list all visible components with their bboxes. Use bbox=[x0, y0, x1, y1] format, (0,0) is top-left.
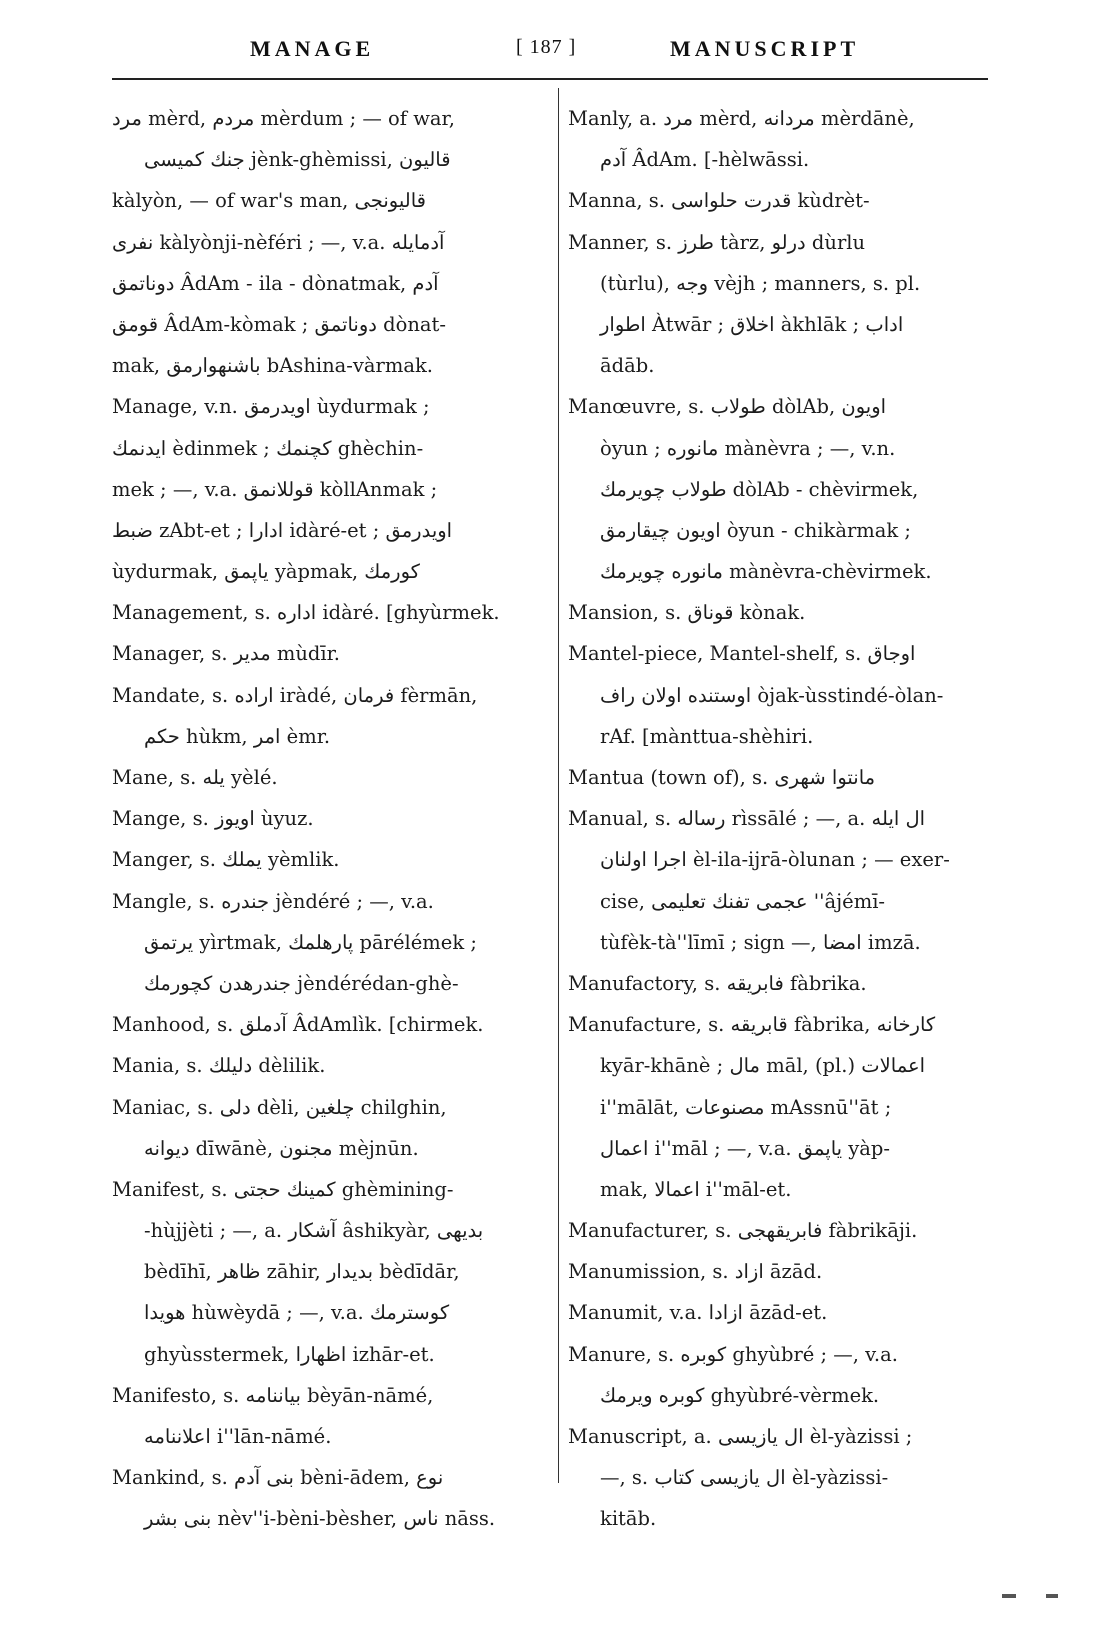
entry-line: ādāb. bbox=[600, 354, 655, 378]
entry-line: آدم ÂdAm. [-hèlwāssi. bbox=[600, 148, 810, 172]
entry-line: ايدنمك èdinmek ; كچنمك ghèchin- bbox=[112, 436, 424, 460]
entry-line: اطوار Àtwār ; اخلاق àkhlāk ; اداب bbox=[600, 312, 904, 336]
entry-line: اوستنده اولان راف òjak-ùsstindé-òlan- bbox=[600, 683, 944, 707]
entry-headword-line: Mansion, s. قوناق kònak. bbox=[568, 601, 806, 625]
entry-headword-line: Mangle, s. جندره jèndéré ; —, v.a. bbox=[112, 889, 434, 913]
entry-line: اجرا اولنان èl-ila-ijrā-òlunan ; — exer- bbox=[600, 848, 950, 872]
header-rule bbox=[112, 78, 988, 80]
entry-line: tùfèk-tà''līmī ; sign —, امضا imzā. bbox=[600, 930, 921, 954]
header-last-word: MANUSCRIPT bbox=[670, 36, 860, 61]
entry-headword-line: Management, s. اداره idàré. [ghyùrmek. bbox=[112, 601, 500, 625]
entry-line: kitāb. bbox=[600, 1507, 657, 1531]
entry-headword-line: Manufactory, s. فابريقه fàbrika. bbox=[568, 971, 867, 995]
entry-line: ghyùsstermek, اظهارا izhār-et. bbox=[144, 1342, 435, 1366]
entry-headword-line: Mankind, s. بنى آدم bèni-ādem, نوع bbox=[112, 1466, 444, 1490]
right-column bbox=[568, 98, 992, 1540]
entry-headword-line: Manger, s. يملك yèmlik. bbox=[112, 848, 340, 872]
entry-line: mek ; —, v.a. قوللانمق kòllAnmak ; bbox=[112, 477, 438, 501]
entry-line: ديوانه dīwānè, مجنون mèjnūn. bbox=[144, 1136, 419, 1160]
entry-line: òyun ; مانوره mànèvra ; —, v.n. bbox=[600, 436, 896, 460]
print-mark bbox=[1046, 1594, 1058, 1598]
entry-line: جنك كميسى jènk-ghèmissi, قاليون bbox=[144, 148, 451, 172]
entry-line: ùydurmak, ياپمق yàpmak, كورمك bbox=[112, 560, 420, 584]
entry-headword-line: Mania, s. دليلك dèlilik. bbox=[112, 1054, 326, 1078]
entry-line: بنى بشر nèv''i-bèni-bèsher, ناس nāss. bbox=[144, 1507, 496, 1531]
entry-line: حكم hùkm, امر èmr. bbox=[144, 724, 331, 748]
entry-headword-line: Manifest, s. كمينك حجتى ghèmining- bbox=[112, 1177, 454, 1201]
entry-headword-line: Mantel-piece, Mantel-shelf, s. اوجاق bbox=[568, 642, 916, 666]
header-first-word: MANAGE bbox=[250, 36, 375, 61]
entry-headword-line: Mane, s. يله yèlé. bbox=[112, 766, 278, 789]
entry-headword-line: Manœuvre, s. طولاب dòlAb, اويون bbox=[568, 395, 887, 419]
entry-headword-line: Manage, v.n. اويدرمق ùydurmak ; bbox=[112, 395, 430, 419]
entry-line: ضبط zAbt-et ; ادارا idàré-et ; اويدرمق bbox=[112, 518, 453, 542]
entry-headword-line: Manhood, s. آدملق ÂdAmlìk. [chirmek. bbox=[112, 1013, 484, 1037]
entry-line: دوناتمق ÂdAm - ila - dònatmak, آدم bbox=[112, 271, 439, 295]
entry-headword-line: Mange, s. اويوز ùyuz. bbox=[112, 807, 314, 831]
left-column bbox=[112, 98, 540, 1540]
entry-line: cise, عجمى تفنك تعليمى ''âjémī- bbox=[600, 889, 886, 913]
entry-headword-line: Manual, s. رساله rìssālé ; —, a. ال ايله bbox=[568, 807, 926, 831]
entry-headword-line: Manager, s. مدير mùdīr. bbox=[112, 642, 341, 666]
entry-headword-line: Manure, s. كوبره ghyùbré ; —, v.a. bbox=[568, 1342, 898, 1366]
entry-line: —, s. ال يازيسى كتاب èl-yàzissi- bbox=[600, 1466, 889, 1490]
entry-line: i''mālāt, مصنوعات mAssnū''āt ; bbox=[600, 1095, 892, 1119]
entry-line: mak, باشنهوارمق bAshina-vàrmak. bbox=[112, 354, 433, 378]
entry-line: قومق ÂdAm-kòmak ; دوناتمق dònat- bbox=[112, 312, 446, 336]
entry-line: اعلاننامه i''lān-nāmé. bbox=[144, 1425, 332, 1448]
column-divider bbox=[558, 88, 559, 1483]
entry-headword-line: Manufacturer, s. فابريقهجى fàbrikāji. bbox=[568, 1219, 918, 1243]
entry-line: (tùrlu), وجه vèjh ; manners, s. pl. bbox=[600, 271, 921, 295]
entry-headword-line: Manumit, v.a. ازادا āzād-et. bbox=[568, 1301, 828, 1325]
entry-line: -hùjjèti ; —, a. آشكار âshikyàr, بديهى bbox=[144, 1219, 484, 1243]
entry-line: mak, اعمالا i''māl-et. bbox=[600, 1177, 792, 1201]
entry-line: kyār-khānè ; مال māl, (pl.) اعمالات bbox=[600, 1054, 926, 1078]
entry-headword-line: Manly, a. مرد mèrd, مردانه mèrdānè, bbox=[568, 107, 915, 130]
entry-line: اعمال i''māl ; —, v.a. ياپمق yàp- bbox=[600, 1136, 890, 1160]
entry-line: نفرى kàlyònji-nèféri ; —, v.a. آدمايله bbox=[112, 230, 445, 254]
entry-line: يرتمق yìrtmak, پارهلمك pārélémek ; bbox=[144, 930, 477, 954]
entry-line: اويون چيقارمق òyun - chikàrmak ; bbox=[600, 518, 911, 542]
entry-line: bèdīhī, ظاهر zāhir, بديدار bèdīdār, bbox=[144, 1260, 460, 1284]
page-header bbox=[0, 32, 1115, 72]
entry-line: هويدا hùwèydā ; —, v.a. كوسترمك bbox=[144, 1301, 450, 1325]
page-number: [ 187 ] bbox=[516, 36, 577, 58]
entry-line: مانوره چويرمك mànèvra-chèvirmek. bbox=[600, 560, 932, 584]
entry-line: طولاب چويرمك dòlAb - chèvirmek, bbox=[600, 477, 919, 501]
entry-headword-line: Manuscript, a. ال يازيسى èl-yàzissi ; bbox=[568, 1425, 913, 1448]
print-mark bbox=[1002, 1594, 1016, 1598]
entry-line: جندرهدن كچورمك jèndérédan-ghè- bbox=[144, 971, 459, 995]
entry-headword-line: Mantua (town of), s. مانتوا شهرى bbox=[568, 766, 876, 789]
entry-line: kàlyòn, — of war's man, قاليونجى bbox=[112, 189, 426, 213]
entry-headword-line: Manna, s. قدرت حلواسى kùdrèt- bbox=[568, 189, 870, 213]
entry-line: كوبره ويرمك ghyùbré-vèrmek. bbox=[600, 1383, 880, 1407]
entry-headword-line: Manifesto, s. بياننامه bèyān-nāmé, bbox=[112, 1383, 434, 1407]
entry-headword-line: Manumission, s. ازاد āzād. bbox=[568, 1260, 823, 1284]
entry-headword-line: Manner, s. طرز tàrz, درلو dùrlu bbox=[568, 230, 866, 254]
entry-line: مرد mèrd, مردم mèrdum ; — of war, bbox=[112, 107, 455, 130]
entry-headword-line: Mandate, s. اراده iràdé, فرمان fèrmān, bbox=[112, 683, 478, 707]
entry-headword-line: Maniac, s. دلى dèli, چلغين chilghin, bbox=[112, 1095, 447, 1119]
entry-headword-line: Manufacture, s. قابريقه fàbrika, كارخانه bbox=[568, 1013, 936, 1037]
entry-line: rAf. [mànttua-shèhiri. bbox=[600, 724, 814, 748]
